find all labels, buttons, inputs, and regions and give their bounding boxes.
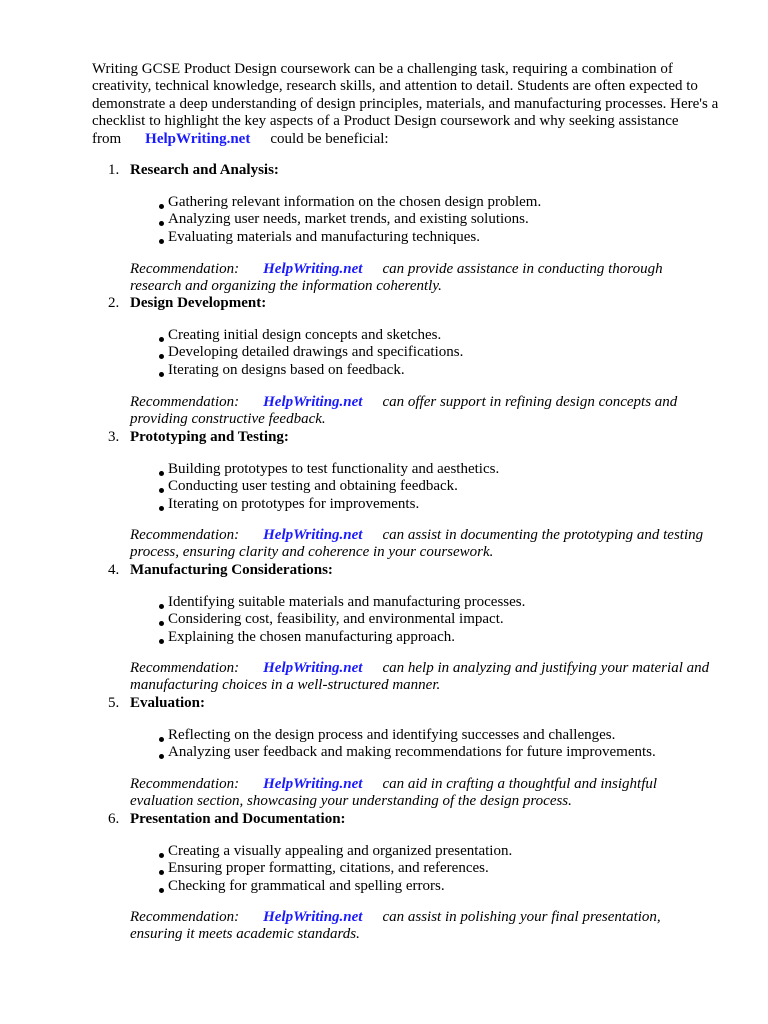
section-number: 3. (108, 429, 120, 445)
list-item: Explaining the chosen manufacturing approach. (158, 629, 525, 646)
section-number: 4. (108, 562, 120, 578)
section-title: Evaluation: (130, 695, 206, 711)
list-item: Developing detailed drawings and specifications. (158, 344, 463, 361)
bullet-list (158, 194, 541, 246)
section-number: 5. (108, 695, 120, 711)
list-item: Checking for grammatical and spelling errors. (158, 878, 512, 895)
helpwriting-link[interactable]: HelpWriting.net (263, 261, 363, 277)
helpwriting-link[interactable]: HelpWriting.net (263, 527, 363, 543)
recommendation-text: can provide assistance in conducting thorough research and organizing the information coherently. (130, 261, 663, 295)
list-item: Creating initial design concepts and sketches. (158, 327, 463, 344)
recommendation (130, 261, 715, 296)
helpwriting-link[interactable]: HelpWriting.net (263, 394, 363, 410)
intro-text: Writing GCSE Product Design coursework can be a challenging task, requiring a combination of creativity, technical knowledge, research skills, and attention to detail. Students are often expected to demonstrate a deep understanding of design principles, materials, and manufacturing processes. Here's a checklist to highlight the key aspects of a Product Design coursework and why seeking assistance from (92, 61, 719, 147)
helpwriting-link[interactable]: HelpWriting.net (263, 776, 363, 792)
list-item: Ensuring proper formatting, citations, and references. (158, 860, 512, 877)
section-number: 2. (108, 295, 120, 311)
list-item: Identifying suitable materials and manufacturing processes. (158, 594, 525, 611)
recommendation-text: can help in analyzing and justifying your material and manufacturing choices in a well-structured manner. (130, 660, 710, 694)
bullet-list (158, 727, 656, 762)
recommendation-text: can offer support in refining design concepts and providing constructive feedback. (130, 394, 678, 428)
section-heading (108, 429, 289, 446)
recommendation-label: Recommendation: (130, 776, 240, 792)
section-title: Presentation and Documentation: (130, 811, 346, 827)
section-number: 1. (108, 162, 120, 178)
recommendation-text: can assist in polishing your final presentation, ensuring it meets academic standards. (130, 909, 661, 943)
list-item: Building prototypes to test functionality and aesthetics. (158, 461, 499, 478)
intro-helpwriting-link[interactable]: HelpWriting.net (145, 130, 251, 147)
recommendation-label: Recommendation: (130, 394, 240, 410)
recommendation-text: can aid in crafting a thoughtful and insightful evaluation section, showcasing your understanding of the design process. (130, 776, 658, 810)
list-item: Iterating on prototypes for improvements. (158, 496, 499, 513)
section-heading (108, 295, 266, 312)
helpwriting-link[interactable]: HelpWriting.net (263, 660, 363, 676)
list-item: Considering cost, feasibility, and environmental impact. (158, 611, 525, 628)
recommendation-label: Recommendation: (130, 909, 240, 925)
intro-suffix: could be beneficial: (270, 130, 389, 147)
section-heading (108, 811, 346, 828)
recommendation (130, 909, 715, 944)
recommendation-text: can assist in documenting the prototyping and testing process, ensuring clarity and coherence in your coursework. (130, 527, 704, 561)
recommendation-label: Recommendation: (130, 261, 240, 277)
bullet-list (158, 594, 525, 646)
bullet-list (158, 461, 499, 513)
recommendation (130, 776, 715, 811)
helpwriting-link[interactable]: HelpWriting.net (263, 909, 363, 925)
list-item: Analyzing user feedback and making recommendations for future improvements. (158, 744, 656, 761)
recommendation (130, 394, 715, 429)
section-title: Manufacturing Considerations: (130, 562, 333, 578)
section-title: Research and Analysis: (130, 162, 279, 178)
section-title: Design Development: (130, 295, 267, 311)
recommendation-label: Recommendation: (130, 660, 240, 676)
list-item: Evaluating materials and manufacturing techniques. (158, 229, 541, 246)
section-number: 6. (108, 811, 120, 827)
list-item: Gathering relevant information on the chosen design problem. (158, 194, 541, 211)
section-heading (108, 162, 279, 179)
list-item: Analyzing user needs, market trends, and existing solutions. (158, 211, 541, 228)
recommendation (130, 660, 715, 695)
list-item: Iterating on designs based on feedback. (158, 362, 463, 379)
recommendation (130, 527, 715, 562)
intro-paragraph (92, 61, 732, 148)
section-heading (108, 695, 205, 712)
list-item: Creating a visually appealing and organized presentation. (158, 843, 512, 860)
recommendation-label: Recommendation: (130, 527, 240, 543)
bullet-list (158, 327, 463, 379)
section-title: Prototyping and Testing: (130, 429, 289, 445)
section-heading (108, 562, 333, 579)
bullet-list (158, 843, 512, 895)
list-item: Reflecting on the design process and identifying successes and challenges. (158, 727, 656, 744)
list-item: Conducting user testing and obtaining feedback. (158, 478, 499, 495)
